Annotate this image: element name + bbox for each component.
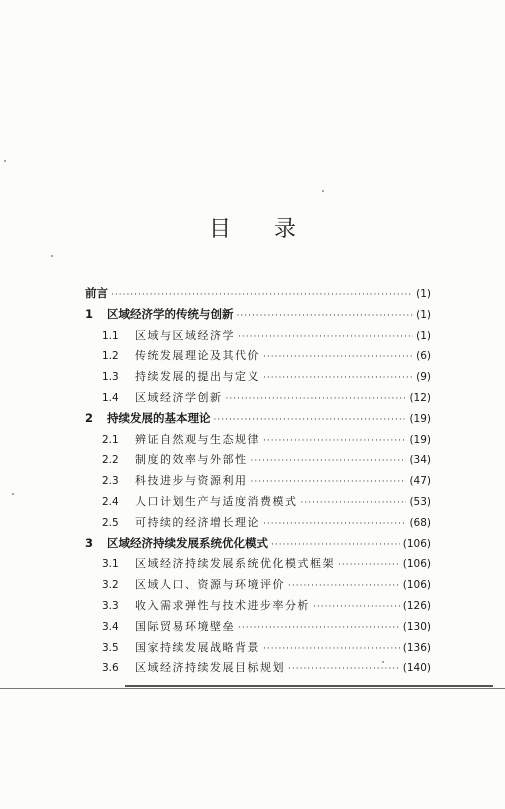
toc-section-row xyxy=(85,659,431,680)
toc-entry-page: (126) xyxy=(402,599,431,612)
toc-leader-dots xyxy=(263,519,406,529)
table-of-contents xyxy=(85,285,431,680)
toc-entry-page: (106) xyxy=(402,558,431,571)
toc-leader-dots xyxy=(237,311,414,321)
toc-entry-label: 传统发展理论及其代价 xyxy=(135,349,260,363)
toc-leader-dots xyxy=(263,436,406,446)
toc-section-row xyxy=(85,639,431,660)
scan-speck xyxy=(12,493,14,495)
toc-chapter-row xyxy=(85,306,431,327)
page-title: 目 录 xyxy=(209,217,314,242)
toc-entry-page: (34) xyxy=(409,454,431,467)
scan-speck xyxy=(51,255,53,257)
toc-leader-dots xyxy=(288,581,400,591)
toc-leader-dots xyxy=(238,332,413,342)
toc-entry-number: 2.5 xyxy=(102,516,119,529)
toc-entry-label: 可持续的经济增长理论 xyxy=(135,515,260,529)
toc-leader-dots xyxy=(214,415,407,425)
toc-entry-label: 制度的效率与外部性 xyxy=(135,453,248,467)
toc-section-row xyxy=(85,368,431,389)
toc-entry-number: 3 xyxy=(85,535,94,550)
toc-entry-page: (1) xyxy=(416,308,431,321)
toc-entry-page: (19) xyxy=(409,433,431,446)
toc-section-row xyxy=(85,618,431,639)
toc-entry-page: (106) xyxy=(402,579,431,592)
toc-entry-label: 国际贸易环境壁垒 xyxy=(135,619,235,633)
toc-entry-label: 前言 xyxy=(85,286,108,300)
toc-entry-number: 3.4 xyxy=(102,620,119,633)
toc-entry-page: (68) xyxy=(409,516,431,529)
toc-entry-number: 2.2 xyxy=(102,454,119,467)
toc-entry-number: 3.5 xyxy=(102,641,119,654)
toc-section-row xyxy=(85,493,431,514)
toc-entry-page: (53) xyxy=(409,495,431,508)
toc-leader-dots xyxy=(251,456,407,466)
toc-entry-page: (12) xyxy=(409,391,431,404)
toc-entry-number: 3.2 xyxy=(102,579,119,592)
toc-leader-dots xyxy=(263,352,413,362)
toc-leader-dots xyxy=(313,602,400,612)
toc-entry-label: 区域人口、资源与环境评价 xyxy=(135,578,285,592)
toc-section-row xyxy=(85,431,431,452)
toc-entry-number: 3.1 xyxy=(102,558,119,571)
toc-chapter-row xyxy=(85,535,431,556)
toc-leader-dots xyxy=(111,290,413,300)
toc-section-row xyxy=(85,555,431,576)
toc-entry-number: 1.3 xyxy=(102,371,119,384)
toc-leader-dots xyxy=(288,664,400,674)
toc-entry-label: 区域经济持续发展系统优化模式 xyxy=(107,535,268,550)
toc-leader-dots xyxy=(263,644,400,654)
toc-entry-page: (6) xyxy=(416,350,431,363)
toc-section-row xyxy=(85,576,431,597)
toc-entry-page: (140) xyxy=(402,662,431,675)
toc-section-row xyxy=(85,514,431,535)
toc-leader-dots xyxy=(238,623,400,633)
toc-entry-label: 区域经济学创新 xyxy=(135,390,223,404)
toc-entry-number: 1.4 xyxy=(102,391,119,404)
toc-chapter-row xyxy=(85,410,431,431)
toc-leader-dots xyxy=(301,498,407,508)
scan-speck xyxy=(4,160,6,162)
toc-section-row xyxy=(85,597,431,618)
toc-entry-page: (1) xyxy=(416,288,431,300)
toc-entry-label: 持续发展的提出与定义 xyxy=(135,370,260,384)
scan-speck xyxy=(382,661,384,663)
toc-section-row xyxy=(85,389,431,410)
toc-entry-number: 1.1 xyxy=(102,329,119,342)
toc-entry-page: (19) xyxy=(409,412,431,425)
toc-entry-page: (47) xyxy=(409,475,431,488)
toc-entry-number: 2.3 xyxy=(102,475,119,488)
toc-entry-page: (9) xyxy=(416,371,431,384)
toc-entry-label: 收入需求弹性与技术进步率分析 xyxy=(135,598,310,612)
toc-chapter-row xyxy=(85,285,431,306)
toc-entry-number: 3.6 xyxy=(102,662,119,675)
toc-entry-label: 持续发展的基本理论 xyxy=(107,410,211,425)
toc-leader-dots xyxy=(271,540,400,550)
toc-entry-page: (106) xyxy=(402,537,431,550)
toc-entry-label: 区域与区域经济学 xyxy=(135,328,235,342)
toc-entry-label: 人口计划生产与适度消费模式 xyxy=(135,494,298,508)
toc-entry-page: (1) xyxy=(416,329,431,342)
toc-entry-label: 区域经济学的传统与创新 xyxy=(107,306,234,321)
toc-entry-page: (136) xyxy=(402,641,431,654)
toc-section-row xyxy=(85,347,431,368)
bottom-rule-heavy xyxy=(125,685,493,687)
scan-speck xyxy=(322,190,324,192)
toc-entry-number: 1.2 xyxy=(102,350,119,363)
bottom-rule xyxy=(0,688,505,689)
toc-leader-dots xyxy=(338,560,400,570)
toc-entry-number: 2 xyxy=(85,410,94,425)
toc-entry-number: 3.3 xyxy=(102,599,119,612)
toc-section-row xyxy=(85,327,431,348)
toc-entry-number: 2.4 xyxy=(102,495,119,508)
toc-leader-dots xyxy=(263,373,413,383)
toc-entry-label: 区域经济持续发展系统优化模式框架 xyxy=(135,557,335,571)
toc-leader-dots xyxy=(251,477,407,487)
toc-entry-label: 区域经济持续发展目标规划 xyxy=(135,661,285,675)
toc-section-row xyxy=(85,472,431,493)
toc-entry-label: 辨证自然观与生态规律 xyxy=(135,432,260,446)
toc-entry-number: 1 xyxy=(85,306,94,321)
toc-leader-dots xyxy=(226,394,407,404)
toc-section-row xyxy=(85,451,431,472)
toc-entry-page: (130) xyxy=(402,620,431,633)
toc-entry-label: 科技进步与资源利用 xyxy=(135,474,248,488)
toc-entry-number: 2.1 xyxy=(102,433,119,446)
toc-entry-label: 国家持续发展战略背景 xyxy=(135,640,260,654)
